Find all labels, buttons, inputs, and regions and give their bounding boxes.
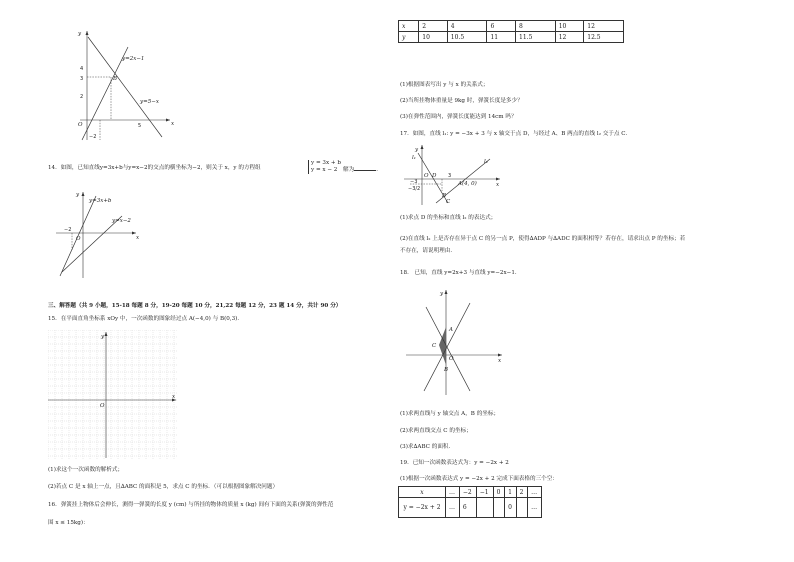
q17-part2: (2)在直线 l₂ 上是否存在异于点 C 的另一点 P，使得∆ADP 与∆ADC 的面积相等？若存在，请求出点 P 的坐标；若 [400,236,686,242]
table-cell: 10.5 [447,32,487,43]
q16-row-y [399,32,624,43]
q16-text-line1: 16．弹簧挂上物体后会伸长，测得一弹簧的长度 y (cm) 与所挂的物体的质量 x (kg) 间有下面的关系(弹簧的弹性范 [48,502,334,508]
q19-row-x [399,487,542,498]
q17-part2b: 不存在，请说明理由． [400,248,456,254]
table-cell: y = −2x + 2 [399,498,446,518]
q18-figure [404,287,504,397]
q16-part3: (3)在弹性范围内，弹簧长度能达到 14cm 吗？ [400,114,517,120]
table-cell: 12 [555,32,584,43]
q19-part1: (1)根据一次函数表达式 y = −2x + 2 完成下面表格的三个空： [400,476,558,482]
table-cell: −2 [459,487,476,498]
q18-x-label: x [498,358,502,364]
q14-eq2: y = x − 2 [311,167,338,173]
q14-text-a: 14．如图，已知直线y=3x+b与y=x−2的交点的横坐标为−2，则关于 x，y 的方程组 [48,165,261,171]
q14-equation-system [308,160,341,174]
table-cell: … [446,498,460,518]
fig1-y-label: y [78,31,82,37]
fig1-tick-3: 3 [80,76,84,82]
table-cell-blank[interactable] [493,498,505,518]
fig2-tick-neg2: −2 [64,227,72,233]
table-cell: −1 [476,487,493,498]
q17-text: 17．如图，直线 l₁: y = −3x + 3 与 x 轴交于点 D，与经过 A、B 两点的直线 l₂ 交于点 C． [400,131,632,137]
table-cell: y [399,32,419,43]
line-y5-x [88,37,162,137]
fig1-x-label: x [171,121,175,127]
q16-part2: (2)当所挂物体重量是 9kg 时，弹簧长度是多少？ [400,98,523,104]
line-y-2x-1 [426,307,470,391]
table-cell: 11.5 [516,32,556,43]
fig1-tick-2: 2 [80,94,84,100]
fig2-line2-label: y=x−2 [112,218,131,224]
table-cell-blank[interactable] [476,498,493,518]
fig2-origin: O [76,236,81,242]
q17-l1-label: l₁ [412,155,416,161]
q19-text: 19．已知一次函数表达式为：y = −2x + 2 [400,460,509,466]
q19-row-y [399,498,542,518]
q17-point-c: C [446,199,451,205]
q14-eq1: y = 3x + b [311,160,341,166]
q18-point-c: C [432,343,437,349]
fig1-tick-neg2: −2 [89,134,97,140]
fig1-tick-5: 5 [138,123,142,129]
q17-tick-3: 3 [448,173,452,179]
table-cell: 0 [505,498,517,518]
table-cell: 8 [516,21,556,32]
table-cell: 4 [447,21,487,32]
q17-point-a: A(4, 0) [458,181,477,187]
table-cell: … [528,487,542,498]
table-cell: 6 [459,498,476,518]
q16-row-x [399,21,624,32]
table-cell: 2 [516,487,528,498]
table-cell: 11 [487,32,516,43]
q17-l2-label: l₂ [484,159,488,165]
table-cell: x [399,487,446,498]
q16-data-table [398,20,624,43]
q17-tick-neg32: −3/2 [408,186,421,192]
table-cell: … [446,487,460,498]
q18-point-b: B [444,367,449,373]
q18-part3: (3)求∆ABC 的面积． [400,444,455,450]
table-cell: 12 [584,21,624,32]
q14-text-b: 解为 [343,167,355,173]
q14-text [48,165,261,172]
q18-y-label: y [440,291,444,297]
table-cell: 2 [419,21,448,32]
q15-y-label: y [101,334,105,340]
q16-part1: (1)根据图表写出 y 与 x 的关系式； [400,82,489,88]
line-yx-2 [62,216,122,272]
fig1-line1-label: y=2x−1 [122,56,145,62]
fig1-origin: O [78,122,83,128]
table-cell: 1 [505,487,517,498]
q17-point-b: B [442,193,447,199]
table-cell: … [528,498,542,518]
figure-lines-y2x-y5x [70,25,180,145]
fig2-x-label: x [136,235,140,241]
q15-coordinate-grid [48,330,180,460]
table-cell: 10 [555,21,584,32]
table-cell: 6 [487,21,516,32]
q18-origin: O [449,356,454,362]
q15-origin: O [100,403,105,409]
fig1-line2-label: y=5−x [140,99,159,105]
q17-y-label: y [415,147,419,153]
q19-table [398,486,542,518]
q18-text: 18． 已知，直线 y=2x+3 与直线 y=−2x−1． [400,270,521,276]
q15-text: 15．在平面直角坐标系 xOy 中，一次函数的图象经过点 A(−4,0) 与 B(0,3)． [48,316,243,322]
q17-tick-neg3: −3 [410,179,418,185]
q17-figure [402,143,502,207]
table-cell: 10 [419,32,448,43]
q14-answer: 解为 ． [343,167,382,173]
q17-point-d: D [432,173,437,179]
q14-answer-blank[interactable] [354,165,376,171]
fig1-tick-4: 4 [80,66,84,72]
figure-lines-y3xb [52,188,142,280]
table-cell: x [399,21,419,32]
q17-part1: (1)求点 D 的坐标和直线 l₂ 的表达式； [400,215,497,221]
q15-part2: (2)若点 C 是 x 轴上一点，且∆ABC 的面积是 5，求点 C 的坐标．（可以根据图象解决问题） [48,484,279,490]
table-cell: 0 [493,487,505,498]
q17-x-label: x [496,182,500,188]
table-cell-blank[interactable] [516,498,528,518]
q18-part1: (1)求两直线与 y 轴交点 A，B 的坐标； [400,411,500,417]
q18-part2: (2)求两直线交点 C 的坐标； [400,428,472,434]
q17-origin: O [424,173,429,179]
q16-text-line2: 围 x ≤ 15kg)： [48,520,89,526]
triangle-abc-shaded [439,327,446,365]
fig1-point-b: B [113,76,118,82]
q18-point-a: A [449,327,453,333]
fig2-y-label: y [76,192,80,198]
fig2-line1-label: y=3x+b [89,198,112,204]
section-3-header: 三、解答题（共 9 小题，15-18 每题 8 分，19-20 每题 10 分，21,22 每题 12 分，23 题 14 分，共计 90 分） [48,303,342,309]
table-cell: 12.5 [584,32,624,43]
q15-x-label: x [172,394,176,400]
q15-part1: (1)求这个一次函数的解析式； [48,467,124,473]
